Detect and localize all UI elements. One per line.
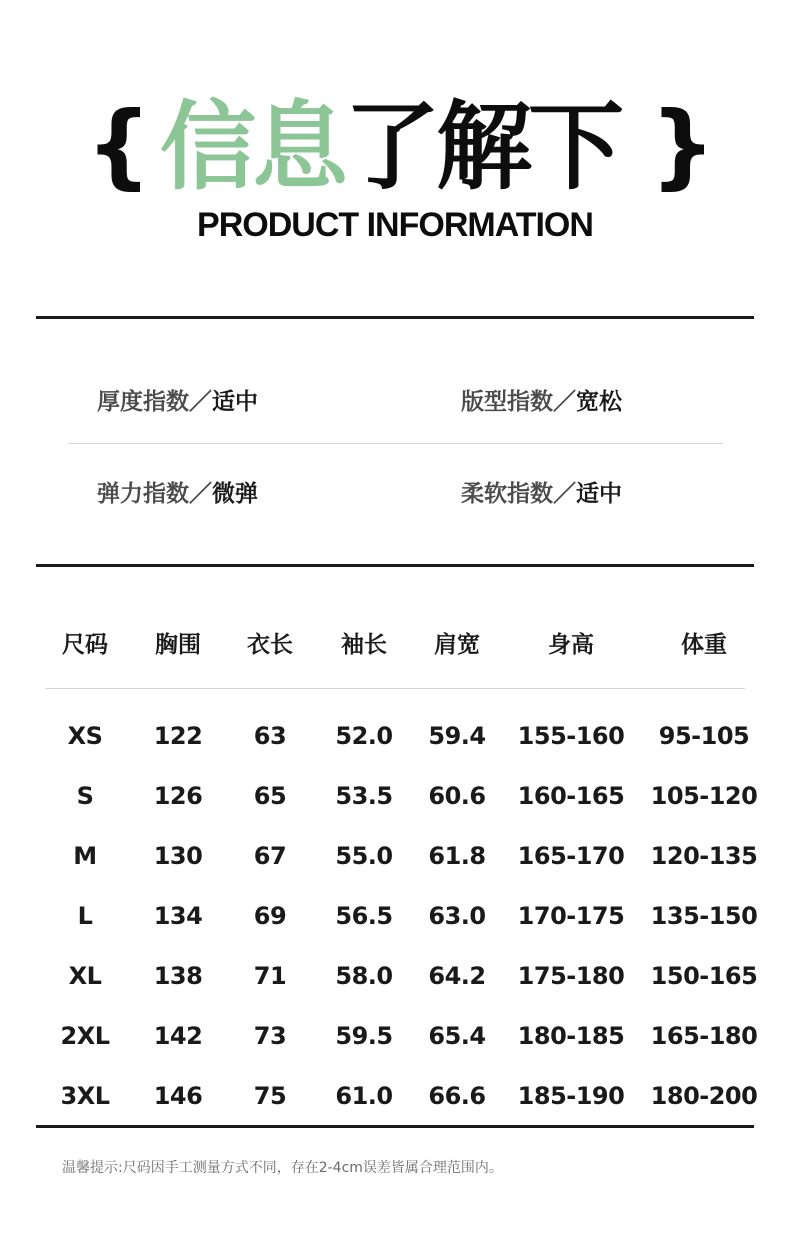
cell-chest: 142 [153, 1022, 203, 1050]
cell-length: 69 [253, 902, 287, 930]
cell-height: 165-170 [517, 842, 625, 870]
cell-shoulder: 66.6 [428, 1082, 486, 1110]
cell-size: M [73, 842, 97, 870]
cell-size: 2XL [60, 1022, 110, 1050]
cell-sleeve: 55.0 [335, 842, 393, 870]
cell-sleeve: 56.5 [335, 902, 393, 930]
cell-weight: 135-150 [650, 902, 758, 930]
attr-fit-value: 宽松 [576, 389, 622, 415]
cell-chest: 122 [153, 722, 203, 750]
attr-elasticity [97, 475, 258, 508]
header-weight: 体重 [681, 632, 727, 658]
cell-size: XL [68, 962, 102, 990]
cell-shoulder: 61.8 [428, 842, 486, 870]
left-brace: { [86, 92, 152, 199]
cell-height: 160-165 [517, 782, 625, 810]
cell-weight: 120-135 [650, 842, 758, 870]
cell-shoulder: 65.4 [428, 1022, 486, 1050]
title-black-part: 了解下 [344, 91, 620, 203]
attr-fit-label: 版型指数／ [461, 389, 576, 415]
cell-sleeve: 59.5 [335, 1022, 393, 1050]
divider-top [36, 316, 754, 319]
cell-length: 63 [253, 722, 287, 750]
right-brace: } [650, 92, 716, 199]
cell-height: 185-190 [517, 1082, 625, 1110]
header-sleeve: 袖长 [341, 632, 387, 658]
attr-elasticity-label: 弹力指数／ [97, 481, 212, 507]
title-green-part: 信息 [160, 91, 344, 203]
divider-bottom [36, 1125, 754, 1128]
attr-thickness-value: 适中 [212, 389, 258, 415]
cell-size: 3XL [60, 1082, 110, 1110]
cell-weight: 150-165 [650, 962, 758, 990]
divider-table-header [45, 688, 745, 689]
header-chest: 胸围 [155, 632, 201, 658]
cell-size: XS [67, 722, 103, 750]
divider-middle [36, 564, 754, 567]
cell-sleeve: 52.0 [335, 722, 393, 750]
cell-chest: 126 [153, 782, 203, 810]
header-size: 尺码 [62, 632, 108, 658]
header-shoulder: 肩宽 [434, 632, 480, 658]
cell-height: 155-160 [517, 722, 625, 750]
page-title [0, 92, 790, 212]
cell-height: 180-185 [517, 1022, 625, 1050]
cell-chest: 138 [153, 962, 203, 990]
attr-fit [461, 383, 622, 416]
header-height: 身高 [548, 632, 594, 658]
header-length: 衣长 [247, 632, 293, 658]
cell-weight: 105-120 [650, 782, 758, 810]
attr-thickness-label: 厚度指数／ [97, 389, 212, 415]
cell-length: 75 [253, 1082, 287, 1110]
page-subtitle: PRODUCT INFORMATION [197, 206, 593, 244]
attr-elasticity-value: 微弹 [212, 481, 258, 507]
cell-shoulder: 63.0 [428, 902, 486, 930]
cell-length: 67 [253, 842, 287, 870]
cell-chest: 134 [153, 902, 203, 930]
cell-shoulder: 59.4 [428, 722, 486, 750]
attr-softness-label: 柔软指数／ [461, 481, 576, 507]
cell-chest: 130 [153, 842, 203, 870]
cell-length: 65 [253, 782, 287, 810]
cell-sleeve: 58.0 [335, 962, 393, 990]
cell-sleeve: 53.5 [335, 782, 393, 810]
title-text [160, 92, 640, 202]
cell-weight: 95-105 [658, 722, 750, 750]
cell-chest: 146 [153, 1082, 203, 1110]
cell-length: 73 [253, 1022, 287, 1050]
cell-weight: 180-200 [650, 1082, 758, 1110]
cell-shoulder: 64.2 [428, 962, 486, 990]
measurement-note: 温馨提示:尺码因手工测量方式不同，存在2-4cm误差皆属合理范围内。 [62, 1160, 503, 1176]
cell-length: 71 [253, 962, 287, 990]
attr-softness [461, 475, 622, 508]
cell-height: 175-180 [517, 962, 625, 990]
divider-attributes [68, 443, 723, 444]
cell-sleeve: 61.0 [335, 1082, 393, 1110]
attr-softness-value: 适中 [576, 481, 622, 507]
cell-shoulder: 60.6 [428, 782, 486, 810]
cell-size: S [76, 782, 94, 810]
cell-height: 170-175 [517, 902, 625, 930]
cell-size: L [77, 902, 93, 930]
attr-thickness [97, 383, 258, 416]
cell-weight: 165-180 [650, 1022, 758, 1050]
